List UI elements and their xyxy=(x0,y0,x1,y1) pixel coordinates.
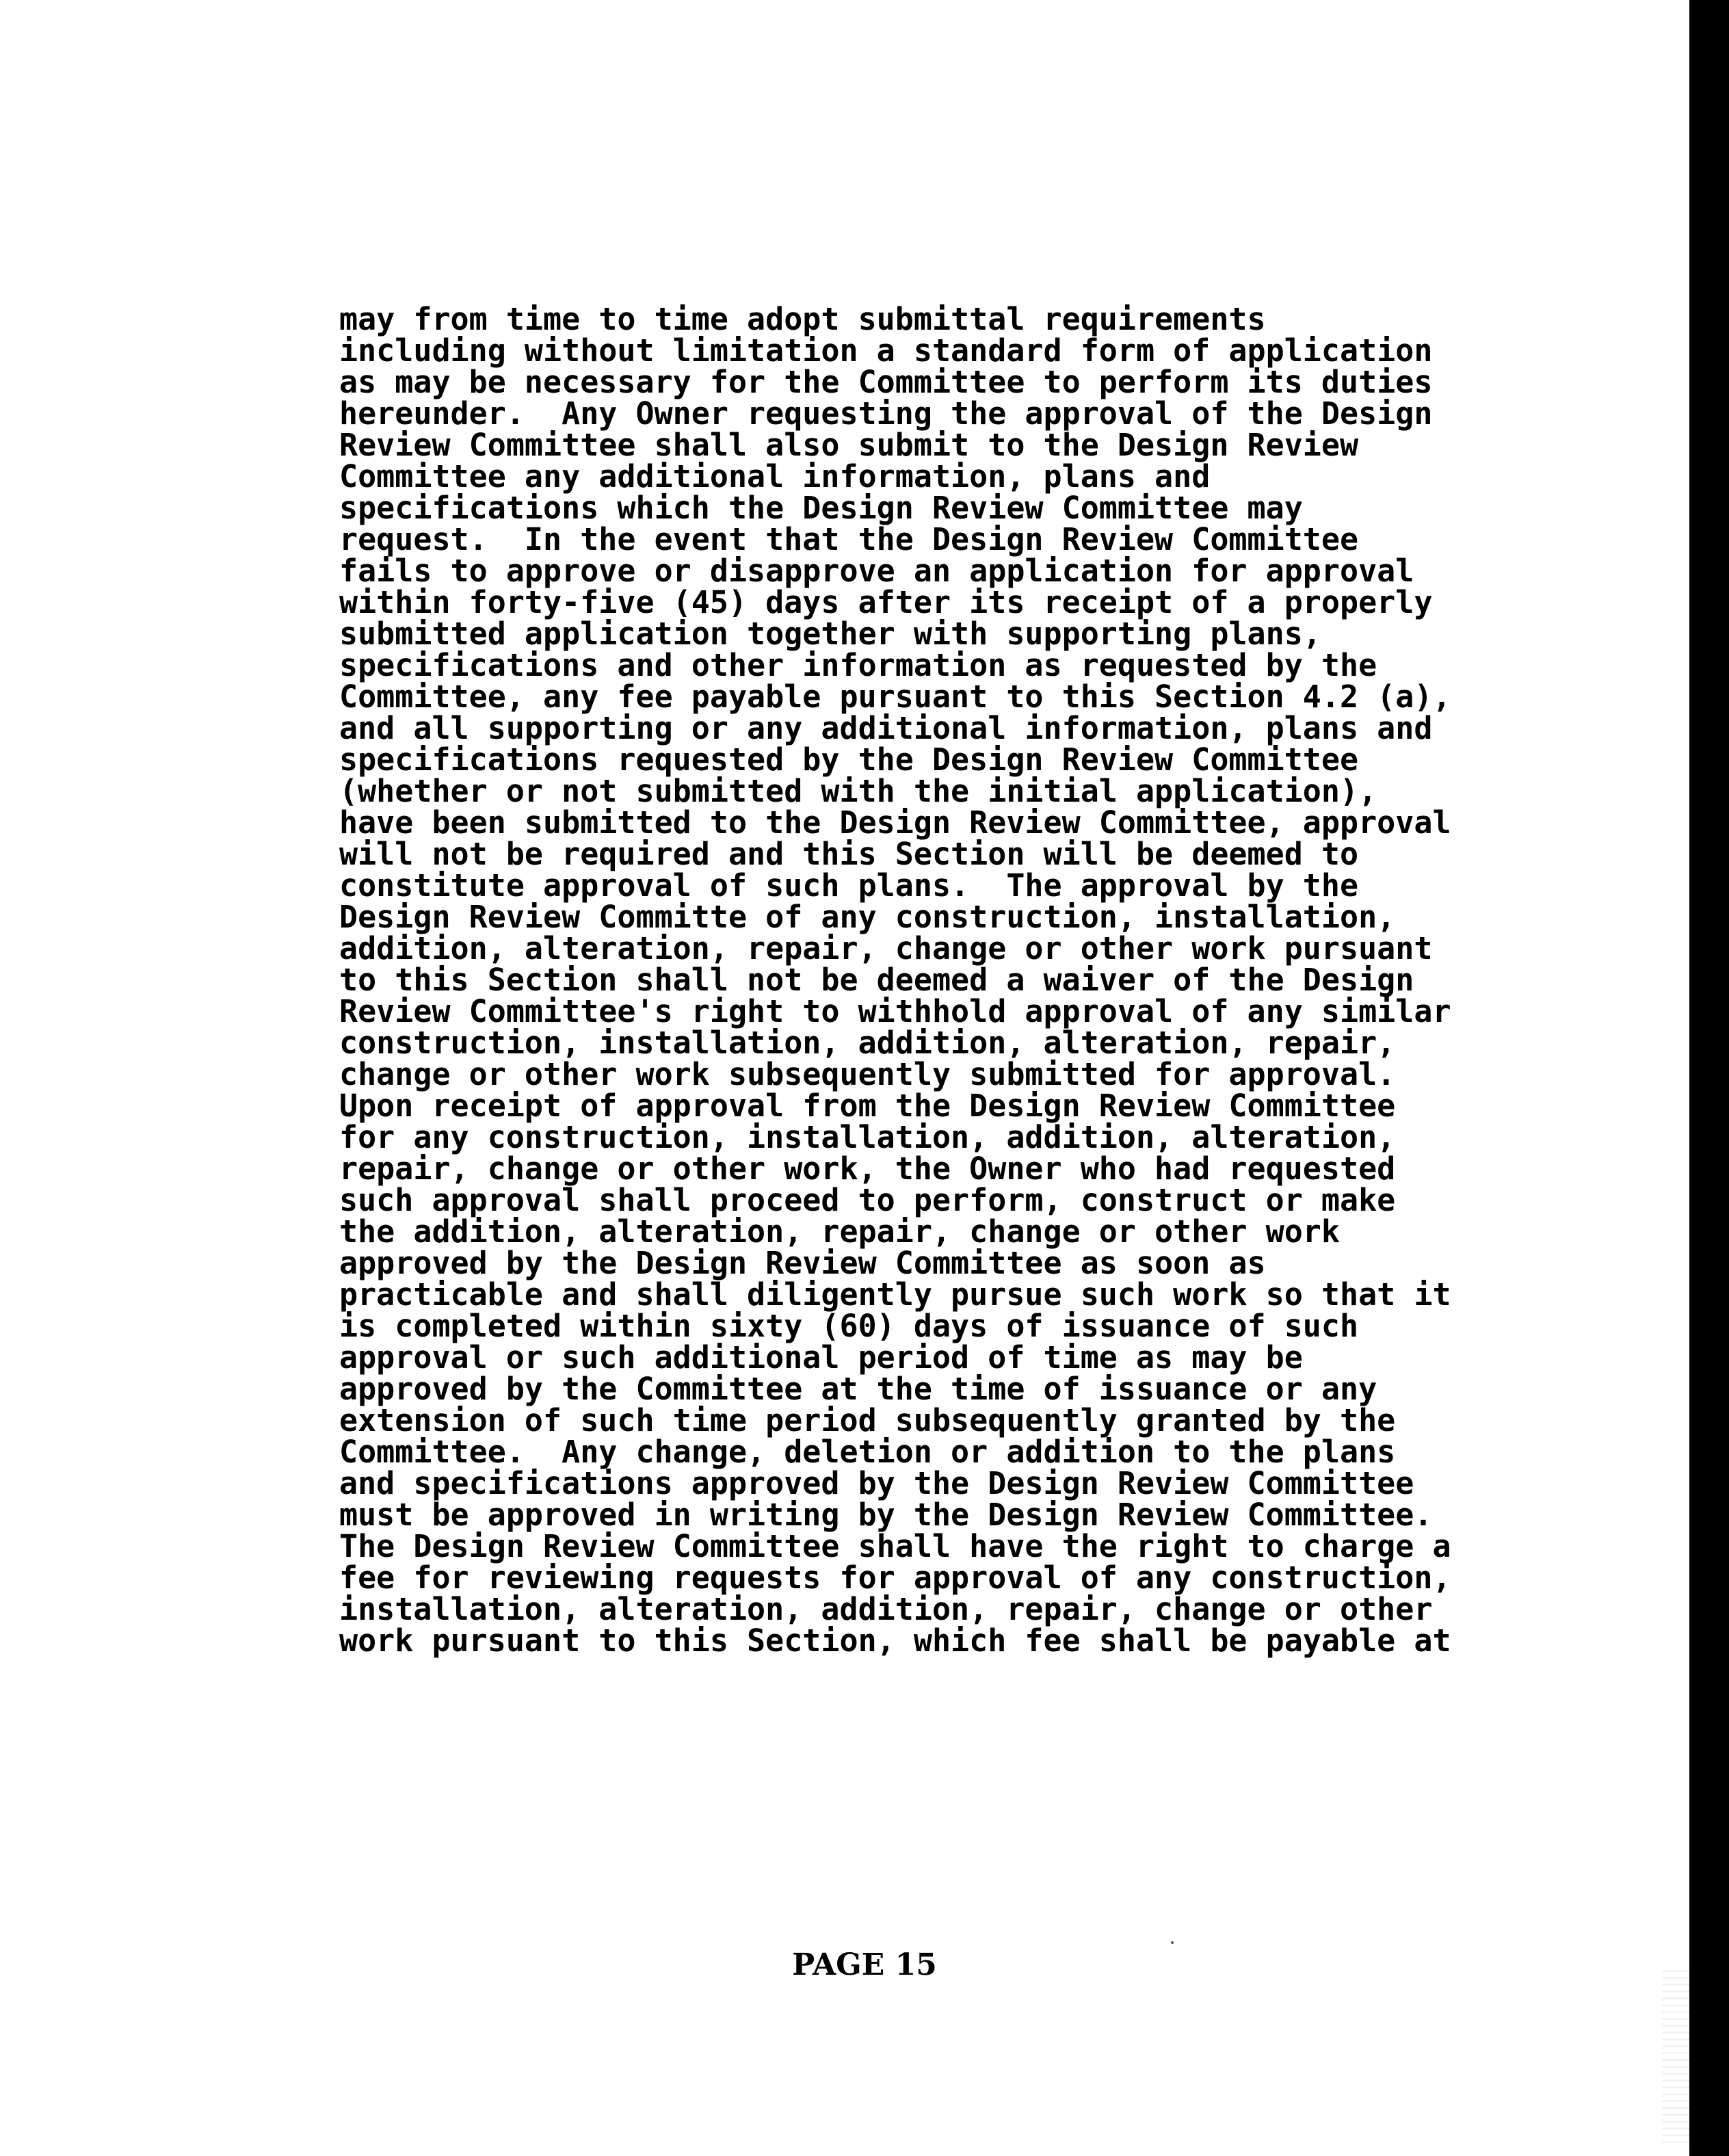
text-line: work pursuant to this Section, which fee shall be payable at xyxy=(339,1622,1451,1659)
text-line: the addition, alteration, repair, change or other work xyxy=(339,1213,1340,1250)
text-line: and all supporting or any additional information, plans and xyxy=(339,710,1433,746)
text-line: is completed within sixty (60) days of issuance of such xyxy=(339,1308,1359,1344)
scan-speck xyxy=(1171,1941,1174,1944)
text-line: repair, change or other work, the Owner who had requested xyxy=(339,1151,1396,1187)
text-line: Upon receipt of approval from the Design Review Committee xyxy=(339,1088,1396,1124)
text-line: practicable and shall diligently pursue such work so that it xyxy=(339,1276,1451,1313)
text-line: for any construction, installation, addition, alteration, xyxy=(339,1119,1396,1155)
text-line: Design Review Committe of any construction, installation, xyxy=(339,899,1396,935)
text-line: constitute approval of such plans. The approval by the xyxy=(339,867,1359,904)
text-line: extension of such time period subsequently granted by the xyxy=(339,1402,1396,1438)
text-line: approved by the Committee at the time of issuance or any xyxy=(339,1371,1377,1407)
text-line: hereunder. Any Owner requesting the approval of the Design xyxy=(339,395,1433,432)
text-line: will not be required and this Section will be deemed to xyxy=(339,836,1359,872)
text-line: Committee, any fee payable pursuant to this Section 4.2 (a), xyxy=(339,679,1451,715)
text-line: submitted application together with supporting plans, xyxy=(339,616,1321,652)
text-line: to this Section shall not be deemed a waiver of the Design xyxy=(339,962,1414,998)
body-text xyxy=(339,301,1543,1659)
text-line: such approval shall proceed to perform, construct or make xyxy=(339,1182,1396,1218)
text-line: and specifications approved by the Design Review Committee xyxy=(339,1465,1414,1501)
text-line: including without limitation a standard form of application xyxy=(339,332,1433,369)
text-line: fails to approve or disapprove an application for approval xyxy=(339,553,1414,589)
text-line: as may be necessary for the Committee to perform its duties xyxy=(339,364,1433,400)
page-number: PAGE 15 xyxy=(792,1947,937,1982)
text-line: request. In the event that the Design Review Committee xyxy=(339,521,1359,557)
text-line: specifications requested by the Design Review Committee xyxy=(339,741,1359,778)
text-line: Committee any additional information, plans and xyxy=(339,458,1211,495)
text-line: addition, alteration, repair, change or other work pursuant xyxy=(339,930,1433,967)
text-line: must be approved in writing by the Design Review Committee. xyxy=(339,1497,1433,1533)
scan-edge-noise xyxy=(1662,1970,1689,2148)
text-line: may from time to time adopt submittal requirements xyxy=(339,301,1266,337)
text-line: installation, alteration, addition, repair, change or other xyxy=(339,1591,1433,1627)
scan-border xyxy=(1689,0,1729,2156)
text-line: fee for reviewing requests for approval of any construction, xyxy=(339,1560,1451,1596)
text-line: (whether or not submitted with the initial application), xyxy=(339,773,1377,809)
text-line: specifications which the Design Review Committee may xyxy=(339,490,1303,526)
text-line: approval or such additional period of time as may be xyxy=(339,1339,1303,1376)
text-line: have been submitted to the Design Review Committee, approval xyxy=(339,804,1451,841)
text-line: Review Committee's right to withhold approval of any similar xyxy=(339,993,1451,1029)
text-line: Review Committee shall also submit to the Design Review xyxy=(339,427,1359,463)
text-line: specifications and other information as requested by the xyxy=(339,647,1377,683)
text-line: approved by the Design Review Committee as soon as xyxy=(339,1245,1266,1281)
text-line: Committee. Any change, deletion or addition to the plans xyxy=(339,1434,1396,1470)
text-line: within forty-five (45) days after its receipt of a properly xyxy=(339,584,1433,620)
text-line: construction, installation, addition, alteration, repair, xyxy=(339,1025,1396,1061)
text-line: The Design Review Committee shall have the right to charge a xyxy=(339,1528,1451,1564)
text-line: change or other work subsequently submitted for approval. xyxy=(339,1056,1396,1092)
